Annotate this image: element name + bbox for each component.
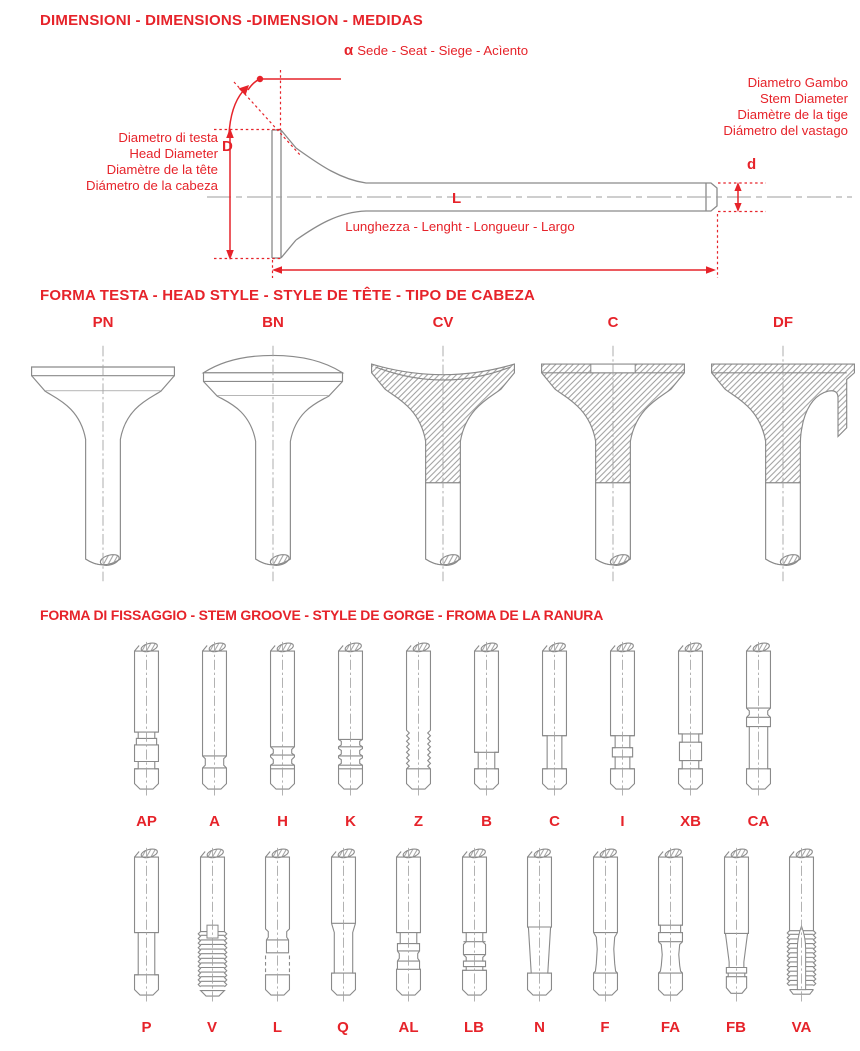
- stem-groove-drawing: [117, 846, 176, 1013]
- stem-groove-drawing: [314, 846, 373, 1013]
- stem-groove-item: [510, 846, 569, 1037]
- stem-groove-row-2: [0, 846, 860, 1037]
- stem-groove-item: [641, 846, 700, 1037]
- stem-groove-label: LB: [464, 1019, 484, 1036]
- alpha-symbol: α: [344, 42, 354, 59]
- stem-groove-item: [253, 640, 312, 831]
- stem-groove-label: AP: [136, 813, 157, 830]
- stem-groove-drawing: [525, 640, 584, 807]
- head-style-item: [530, 314, 696, 594]
- stem-groove-item: [379, 846, 438, 1037]
- stem-groove-drawing: [729, 640, 788, 807]
- head-style-item: [700, 314, 860, 594]
- valve-head-drawing: [530, 338, 696, 594]
- dimension-L: L: [452, 190, 462, 207]
- stem-groove-drawing: [641, 846, 700, 1013]
- stem-groove-label: AL: [398, 1019, 419, 1036]
- stem-groove-item: [117, 846, 176, 1037]
- stem-groove-label: F: [600, 1019, 610, 1036]
- stem-groove-label: I: [620, 813, 625, 830]
- stem-groove-drawing: [117, 640, 176, 807]
- head-style-item: [190, 314, 356, 594]
- valve-head-drawing: [360, 338, 526, 594]
- stem-groove-drawing: [510, 846, 569, 1013]
- dimension-figure: [0, 30, 860, 282]
- stem-groove-item: [729, 640, 788, 831]
- stem-groove-drawing: [457, 640, 516, 807]
- head-style-label: DF: [773, 314, 793, 331]
- stem-groove-label: Q: [337, 1019, 349, 1036]
- stem-groove-item: [661, 640, 720, 831]
- stem-groove-label: K: [345, 813, 356, 830]
- head-style-label: C: [607, 314, 619, 331]
- seat-angle-label: α Sede - Seat - Siege - Acìento: [344, 42, 529, 59]
- stem-groove-drawing: [253, 640, 312, 807]
- stem-groove-drawing: [248, 846, 307, 1013]
- stem-groove-drawing: [185, 640, 244, 807]
- stem-groove-drawing: [379, 846, 438, 1013]
- dimension-D: D: [222, 138, 233, 155]
- section-title-dimensions: DIMENSIONI - DIMENSIONS -DIMENSION - MEDIDAS: [40, 12, 423, 29]
- valve-head-drawing: [190, 338, 356, 594]
- stem-groove-item: [772, 846, 831, 1037]
- stem-groove-label: P: [141, 1019, 152, 1036]
- stem-groove-item: [576, 846, 635, 1037]
- head-style-label: CV: [432, 314, 454, 331]
- stem-groove-drawing: [321, 640, 380, 807]
- stem-groove-label: VA: [791, 1019, 812, 1036]
- stem-groove-label: XB: [680, 813, 701, 830]
- stem-groove-item: [314, 846, 373, 1037]
- stem-diameter-label: Diametro Gambo Stem Diameter Diamètre de la tige Diámetro del vastago: [723, 75, 848, 138]
- stem-groove-label: V: [206, 1019, 217, 1036]
- head-style-item: [20, 314, 186, 594]
- head-style-label: PN: [92, 314, 114, 331]
- stem-groove-item: [248, 846, 307, 1037]
- stem-groove-item: [389, 640, 448, 831]
- stem-groove-drawing: [445, 846, 504, 1013]
- stem-groove-item: [593, 640, 652, 831]
- stem-groove-label: Z: [413, 813, 424, 830]
- head-style-item: [360, 314, 526, 594]
- section-title-head-style: FORMA TESTA - HEAD STYLE - STYLE DE TÊTE - TIPO DE CABEZA: [40, 287, 536, 304]
- stem-groove-drawing: [772, 846, 831, 1013]
- stem-groove-item: [321, 640, 380, 831]
- stem-groove-item: [445, 846, 504, 1037]
- stem-groove-item: [185, 640, 244, 831]
- stem-groove-label: A: [209, 813, 220, 830]
- stem-groove-label: FB: [726, 1019, 746, 1036]
- dimension-d: d: [747, 156, 757, 173]
- length-label: Lunghezza - Lenght - Longueur - Largo: [345, 219, 575, 234]
- stem-groove-item: [457, 640, 516, 831]
- stem-groove-drawing: [707, 846, 766, 1013]
- stem-groove-drawing: [389, 640, 448, 807]
- head-style-label: BN: [262, 314, 284, 331]
- head-diameter-label: Diametro di testa Head Diameter Diamètre de la tête Diámetro de la cabeza: [86, 130, 218, 193]
- stem-groove-label: H: [277, 813, 288, 830]
- stem-groove-label: L: [272, 1019, 283, 1036]
- stem-groove-label: C: [549, 813, 560, 830]
- stem-groove-item: [183, 846, 242, 1037]
- stem-groove-label: CA: [747, 813, 770, 830]
- valve-head-drawing: [20, 338, 186, 594]
- section-title-stem-groove: FORMA DI FISSAGGIO - STEM GROOVE - STYLE DE GORGE - FROMA DE LA RANURA: [40, 607, 604, 623]
- head-style-row: [0, 314, 860, 594]
- stem-groove-label: B: [481, 813, 492, 830]
- stem-groove-row-1: [0, 640, 860, 831]
- stem-groove-item: [117, 640, 176, 831]
- stem-groove-drawing: [661, 640, 720, 807]
- stem-groove-drawing: [593, 640, 652, 807]
- valve-head-drawing: [700, 338, 860, 594]
- stem-groove-drawing: [576, 846, 635, 1013]
- stem-groove-drawing: [183, 846, 242, 1013]
- stem-groove-label: FA: [660, 1019, 681, 1036]
- stem-groove-label: N: [534, 1019, 545, 1036]
- stem-groove-item: [707, 846, 766, 1037]
- stem-groove-item: [525, 640, 584, 831]
